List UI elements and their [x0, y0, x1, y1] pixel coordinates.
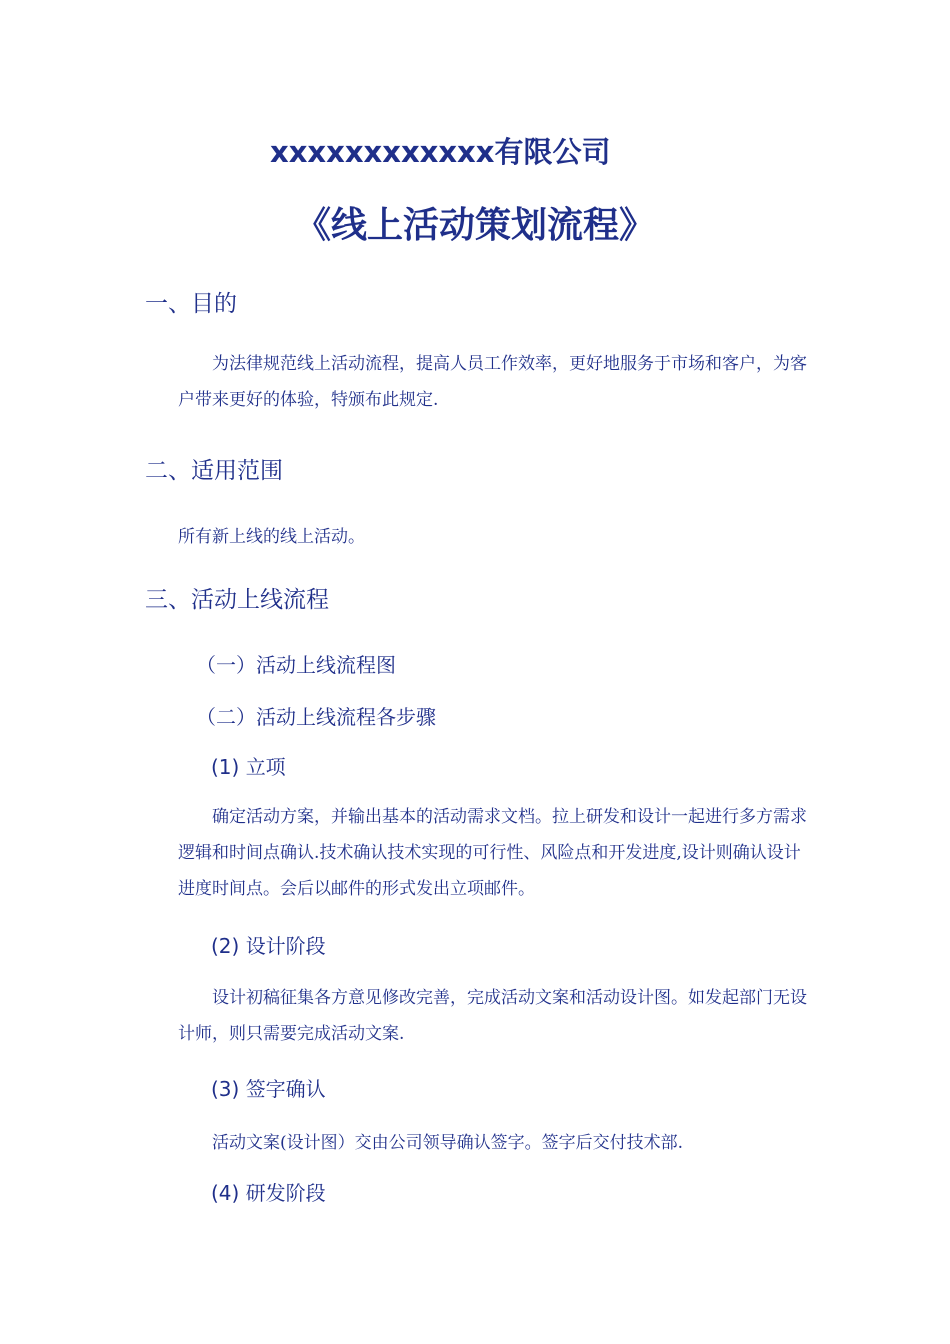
section-text-scope: 所有新上线的线上活动。 — [178, 527, 365, 547]
subsection-heading-flowchart: （一）活动上线流程图 — [196, 653, 396, 677]
step-heading-initiation: (1) 立项 — [211, 755, 286, 779]
section-heading-scope: 二、适用范围 — [145, 458, 283, 484]
step-heading-design: (2) 设计阶段 — [211, 934, 326, 958]
step-text-initiation: 确定活动方案，并输出基本的活动需求文档。拉上研发和设计一起进行多方需求逻辑和时间点确认.技术确认技术实现的可行性、风险点和开发进度,设计则确认设计进度时间点。会后以邮件的形式发出立项邮件。 — [178, 807, 807, 899]
company-name: xxxxxxxxxxxx有限公司 — [270, 135, 611, 169]
step-text-signoff: 活动文案(设计图）交由公司领导确认签字。签字后交付技术部. — [212, 1133, 684, 1153]
document-title: 《线上活动策划流程》 — [294, 205, 655, 246]
section-heading-process: 三、活动上线流程 — [145, 587, 329, 613]
section-heading-purpose: 一、目的 — [145, 291, 237, 317]
step-text-design: 设计初稿征集各方意见修改完善，完成活动文案和活动设计图。如发起部门无设计师，则只需要完成活动文案. — [178, 988, 807, 1044]
step-heading-signoff: (3) 签字确认 — [211, 1077, 326, 1101]
subsection-heading-steps: （二）活动上线流程各步骤 — [196, 705, 436, 729]
section-text-purpose: 为法律规范线上活动流程，提高人员工作效率，更好地服务于市场和客户，为客户带来更好的体验，特颁布此规定. — [178, 354, 807, 410]
step-heading-development: (4) 研发阶段 — [211, 1181, 326, 1205]
